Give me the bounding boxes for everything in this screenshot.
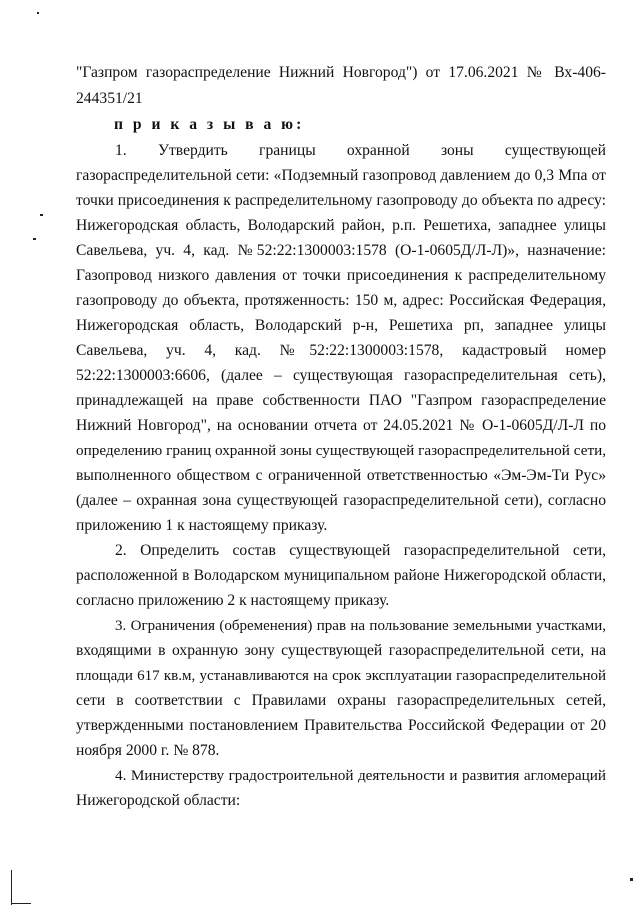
text-line: Нижегородская область, Володарский р-н, Решетиха рп, западнее улицы xyxy=(76,317,606,334)
text-line: 244351/21 xyxy=(76,90,143,107)
text-line: Нижний Новгород", на основании отчета от 24.05.2021 № О-1-0605Д/Л-Л по xyxy=(76,417,606,434)
order-heading: п р и к а з ы в а ю: xyxy=(114,116,305,133)
text-line: площади 617 кв.м, устанавливаются на срок эксплуатации газораспределительной xyxy=(76,668,606,684)
text-line: 1. Утвердить границы охранной зоны существующей xyxy=(115,142,606,159)
text-line: Савельева, уч. 4, кад. №52:22:1300003:1578 (О-1-0605Д/Л-Л)», назначение: xyxy=(76,242,606,259)
text-line: ноября 2000 г. № 878. xyxy=(76,742,220,759)
scan-mark xyxy=(40,214,43,216)
scan-border-bottom xyxy=(11,903,31,904)
text-line: входящими в охранную зону существующей газораспределительной сети, на xyxy=(76,642,606,659)
text-line: расположенной в Володарском муниципальном районе Нижегородской области, xyxy=(76,567,606,584)
text-line: сети в соответствии с Правилами охраны газораспределительных сетей, xyxy=(76,692,606,709)
text-line: выполненного обществом с ограниченной ответственностью «Эм-Эм-Ти Рус» xyxy=(76,467,606,484)
text-line: 4. Министерству градостроительной деятельности и развития агломераций xyxy=(115,767,606,784)
text-line: Газопровод низкого давления от точки присоединения к распределительному xyxy=(76,267,606,284)
text-line: Нижегородская область, Володарский район, р.п. Решетиха, западнее улицы xyxy=(76,217,606,234)
scan-mark xyxy=(37,12,39,14)
text-line: Савельева, уч. 4, кад. №52:22:1300003:1578, кадастровый номер xyxy=(76,342,606,359)
text-line: "Газпром газораспределение Нижний Новгород") от 17.06.2021 № Вх-406- xyxy=(76,64,606,81)
text-line: Нижегородской области: xyxy=(76,792,241,809)
text-line: точки присоединения к распределительному газопроводу до объекта по адресу: xyxy=(76,192,606,209)
text-line: газораспределительной сети: «Подземный газопровод давлением до 0,3 Мпа от xyxy=(76,167,606,184)
text-line: определению границ охранной зоны существующей газораспределительной сети, xyxy=(76,442,606,459)
text-line: 52:22:1300003:6606, (далее – существующая газораспределительная сеть), xyxy=(76,367,606,384)
text-line: утвержденными постановлением Правительства Российской Федерации от 20 xyxy=(76,717,606,734)
scan-border-left xyxy=(11,870,12,905)
text-line: согласно приложению 2 к настоящему приказу. xyxy=(76,592,390,609)
scan-mark xyxy=(630,878,633,881)
text-line: (далее – охранная зона существующей газораспределительной сети), согласно xyxy=(76,492,606,509)
text-line: 2. Определить состав существующей газораспределительной сети, xyxy=(115,542,606,559)
text-line: газопроводу до объекта, протяженность: 150 м, адрес: Российская Федерация, xyxy=(76,292,606,309)
text-line: приложению 1 к настоящему приказу. xyxy=(76,517,328,534)
scan-mark xyxy=(33,238,36,240)
text-line: принадлежащей на праве собственности ПАО "Газпром газораспределение xyxy=(76,392,606,409)
text-line: 3. Ограничения (обременения) прав на пользование земельными участками, xyxy=(115,618,606,634)
